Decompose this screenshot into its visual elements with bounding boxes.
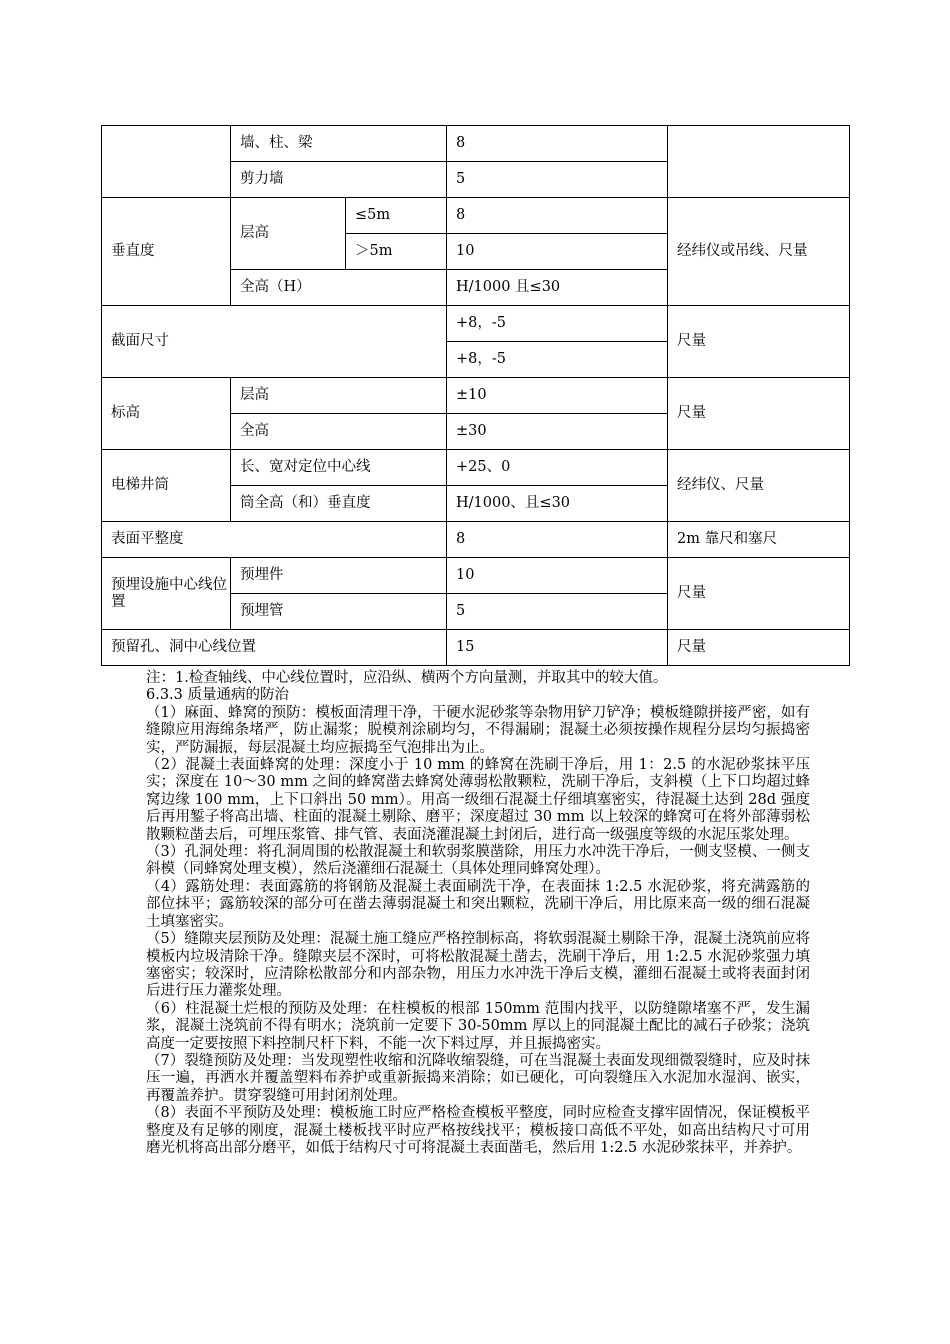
table-cell: 预留孔、洞中心线位置 xyxy=(102,630,447,666)
paragraph: （1）麻面、蜂窝的预防：模板面清理干净，干硬水泥砂浆等杂物用铲刀铲净；模板缝隙拼接严密，如有缝隙应用海绵条堵严，防止漏浆；脱模剂涂刷均匀，不得漏刷；混凝土必须按操作规程分层均匀振捣密实，严防漏振，每层混凝土均应振捣至气泡排出为止。 xyxy=(146,704,810,756)
table-cell: 10 xyxy=(447,234,668,270)
table-cell: 预埋件 xyxy=(231,558,447,594)
table-cell: +8，-5 xyxy=(447,342,668,378)
table-cell: ≤5m xyxy=(346,198,447,234)
table-cell: ±30 xyxy=(447,414,668,450)
paragraph: （8）表面不平预防及处理：模板施工时应严格检查模板平整度，同时应检查支撑牢固情况，保证模板平整度及有足够的刚度，混凝土楼板找平时应严格按线找平；模板接口高低不平处，如高出结构尺寸可用磨光机将高出部分磨平，如低于结构尺寸可将混凝土表面凿毛，然后用 1:2.5 水泥砂浆抹平，并养护。 xyxy=(146,1105,810,1156)
table-cell: 5 xyxy=(447,162,668,198)
table-row xyxy=(102,522,850,558)
table-row xyxy=(102,558,850,594)
table-cell: 表面平整度 xyxy=(102,522,447,558)
notes-section xyxy=(146,670,810,1157)
paragraph: （2）混凝土表面蜂窝的处理：深度小于 10 mm 的蜂窝在洗刷干净后，用 1：2.5 的水泥砂浆抹平压实；深度在 10～30 mm 之间的蜂窝凿去蜂窝处薄弱松散颗粒，洗刷干净后，支斜模（上下口均超过蜂窝边缘 100 mm，上下口斜出 50 mm）。用高一级细石混凝土仔细填塞密实，待混凝土达到 28d 强度后再用錾子将高出墙、柱面的混凝土剔除、磨平；深度超过 30 mm 以上较深的蜂窝可在将外部薄弱松散颗粒凿去后，可埋压浆管、排气管、表面浇灌混凝土封闭后，进行高一级强度等级的水泥压浆处理。 xyxy=(146,757,810,843)
table-cell: 电梯井筒 xyxy=(102,450,231,522)
table-cell: 全高（H） xyxy=(231,270,447,306)
table-note: 注：1.检查轴线、中心线位置时，应沿纵、横两个方向量测，并取其中的较大值。 xyxy=(146,670,668,686)
paragraph: （5）缝隙夹层预防及处理：混凝土施工缝应严格控制标高，将软弱混凝土剔除干净，混凝土浇筑前应将模板内垃圾清除干净。缝隙夹层不深时，可将松散混凝土凿去，洗刷干净后，用 1:2.5 水泥砂浆强力填塞密实；较深时，应清除松散部分和内部杂物，用压力水冲洗干净后支模，灌细石混凝土或将表面封闭后进行压力灌浆处理。 xyxy=(146,931,810,1000)
table-row xyxy=(102,630,850,666)
table-cell: +25、0 xyxy=(447,450,668,486)
table-cell: 剪力墙 xyxy=(231,162,447,198)
table-row xyxy=(102,378,850,414)
table-cell: 筒全高（和）垂直度 xyxy=(231,486,447,522)
table-cell: 经纬仪、尺量 xyxy=(668,450,850,522)
paragraph: （6）柱混凝土烂根的预防及处理：在柱模板的根部 150mm 范围内找平，以防缝隙堵塞不严，发生漏浆，混凝土浇筑前不得有明水；浇筑前一定要下 30-50mm 厚以上的同混凝土配比的减石子砂浆；浇筑高度一定要按照下料控制尺杆下料，不能一次下料过厚，并且振捣密实。 xyxy=(146,1000,810,1052)
table-cell: 标高 xyxy=(102,378,231,450)
table-row xyxy=(102,450,850,486)
table-cell: 8 xyxy=(447,126,668,162)
table-row xyxy=(102,198,850,234)
table-cell xyxy=(668,126,850,198)
table-cell: 尺量 xyxy=(668,306,850,378)
table-cell: 墙、柱、梁 xyxy=(231,126,447,162)
table-cell: 长、宽对定位中心线 xyxy=(231,450,447,486)
table-cell: 5 xyxy=(447,594,668,630)
tolerance-table xyxy=(101,125,850,666)
table-cell: 层高 xyxy=(231,198,346,270)
table-cell: 预埋管 xyxy=(231,594,447,630)
section-heading: 6.3.3 质量通病的防治 xyxy=(146,687,290,704)
table-cell: 垂直度 xyxy=(102,198,231,306)
table-cell: 15 xyxy=(447,630,668,666)
table-cell: 2m 靠尺和塞尺 xyxy=(668,522,850,558)
table-cell: 截面尺寸 xyxy=(102,306,447,378)
table-cell: ＞5m xyxy=(346,234,447,270)
table-cell: 层高 xyxy=(231,378,447,414)
table-cell: 经纬仪或吊线、尺量 xyxy=(668,198,850,306)
table-cell xyxy=(102,126,231,198)
table-cell: ±10 xyxy=(447,378,668,414)
table-cell: 预埋设施中心线位置 xyxy=(102,558,231,630)
table-cell: 尺量 xyxy=(668,378,850,450)
paragraph: （4）露筋处理：表面露筋的将钢筋及混凝土表面刷洗干净，在表面抹 1:2.5 水泥砂浆，将充满露筋的部位抹平；露筋较深的部分可在凿去薄弱混凝土和突出颗粒，洗刷干净后，用比原来高一级的细石混凝土填塞密实。 xyxy=(146,878,810,930)
table-cell: 尺量 xyxy=(668,630,850,666)
paragraph: （7）裂缝预防及处理：当发现塑性收缩和沉降收缩裂缝，可在当混凝土表面发现细微裂缝时，应及时抹压一遍，再洒水并覆盖塑料布养护或重新振捣来消除；如已硬化，可向裂缝压入水泥加水湿润、嵌实，再覆盖养护。贯穿裂缝可用封闭剂处理。 xyxy=(146,1052,810,1104)
table-cell: 10 xyxy=(447,558,668,594)
table-cell: 8 xyxy=(447,522,668,558)
table-row xyxy=(102,306,850,342)
table-row xyxy=(102,126,850,162)
table-cell: +8，-5 xyxy=(447,306,668,342)
table-cell: 全高 xyxy=(231,414,447,450)
table-cell: H/1000 且≤30 xyxy=(447,270,668,306)
paragraph: （3）孔洞处理：将孔洞周围的松散混凝土和软弱浆膜凿除，用压力水冲洗干净后，一侧支竖模、一侧支斜模（同蜂窝处理支模），然后浇灌细石混凝土（具体处理同蜂窝处理）。 xyxy=(146,844,810,878)
table-cell: H/1000、且≤30 xyxy=(447,486,668,522)
table-cell: 尺量 xyxy=(668,558,850,630)
table-cell: 8 xyxy=(447,198,668,234)
